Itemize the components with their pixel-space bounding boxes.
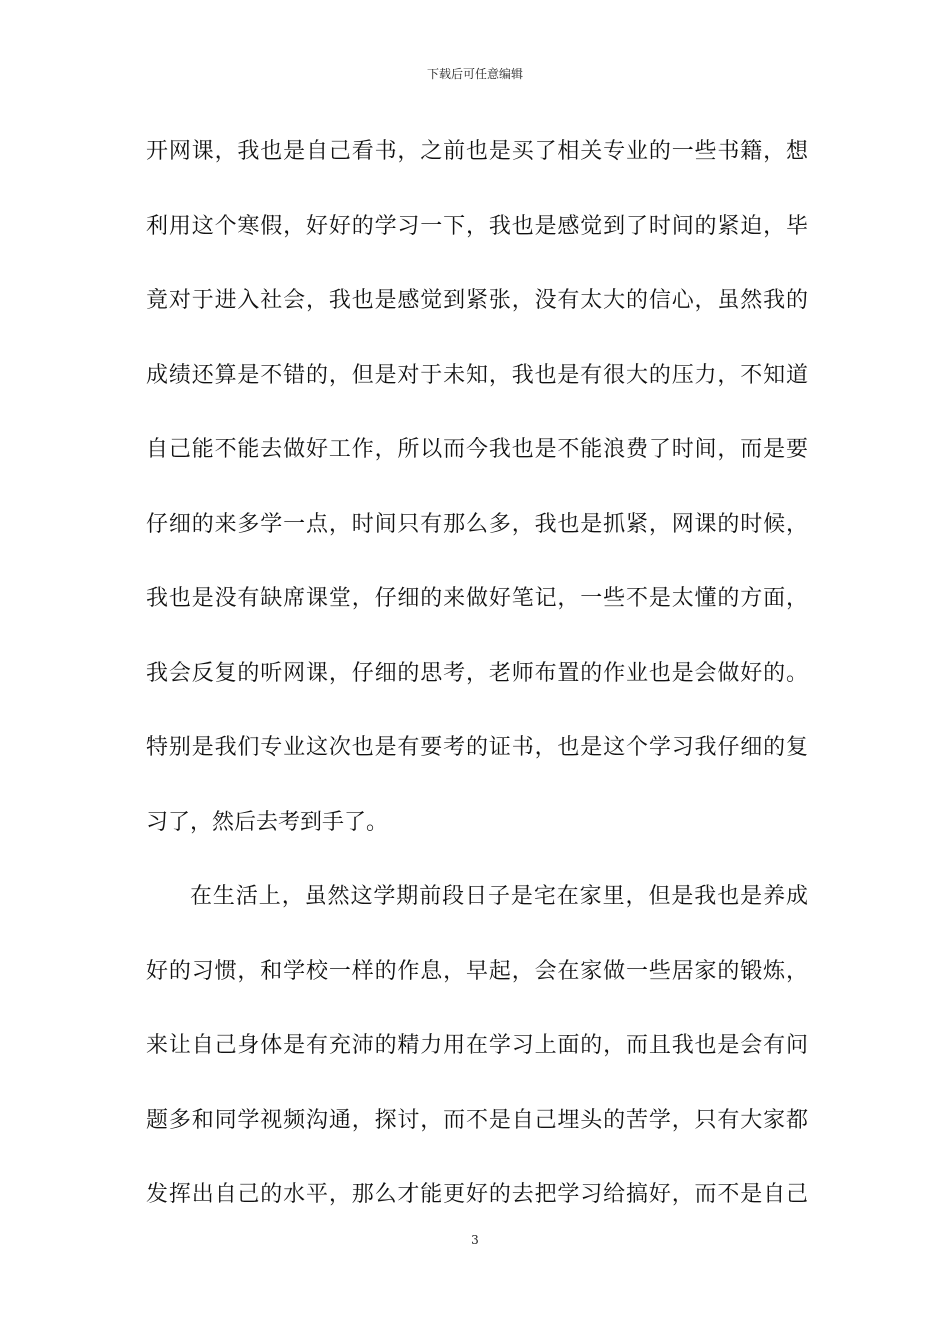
text-line: 好的习惯，和学校一样的作息，早起，会在家做一些居家的锻炼， [146, 958, 808, 984]
text-line: 特别是我们专业这次也是有要考的证书，也是这个学习我仔细的复 [146, 735, 808, 760]
text-line: 自己能不能去做好工作，所以而今我也是不能浪费了时间，而是要 [146, 437, 808, 462]
body-text [146, 132, 808, 1250]
text-line: 在生活上，虽然这学期前段日子是宅在家里，但是我也是养成 [190, 884, 808, 909]
text-line: 我会反复的听网课，仔细的思考，老师布置的作业也是会做好的。 [146, 660, 808, 686]
text-line: 发挥出自己的水平，那么才能更好的去把学习给搞好，而不是自己 [146, 1182, 808, 1207]
text-line: 利用这个寒假，好好的学习一下，我也是感觉到了时间的紧迫，毕 [146, 213, 808, 239]
header-note: 下载后可任意编辑 [426, 67, 523, 81]
page-number: 3 [471, 1233, 479, 1247]
text-line: 习了，然后去考到手了。 [146, 809, 389, 835]
text-line: 题多和同学视频沟通，探讨，而不是自己埋头的苦学，只有大家都 [146, 1107, 808, 1133]
text-line: 仔细的来多学一点，时间只有那么多，我也是抓紧，网课的时候， [146, 511, 808, 537]
text-line: 我也是没有缺席课堂，仔细的来做好笔记，一些不是太懂的方面， [146, 586, 808, 611]
text-line: 来让自己身体是有充沛的精力用在学习上面的，而且我也是会有问 [146, 1033, 808, 1058]
text-line: 竟对于进入社会，我也是感觉到紧张，没有太大的信心，虽然我的 [146, 288, 808, 313]
text-line: 成绩还算是不错的，但是对于未知，我也是有很大的压力，不知道 [146, 362, 808, 388]
text-line: 开网课，我也是自己看书，之前也是买了相关专业的一些书籍，想 [146, 139, 808, 164]
